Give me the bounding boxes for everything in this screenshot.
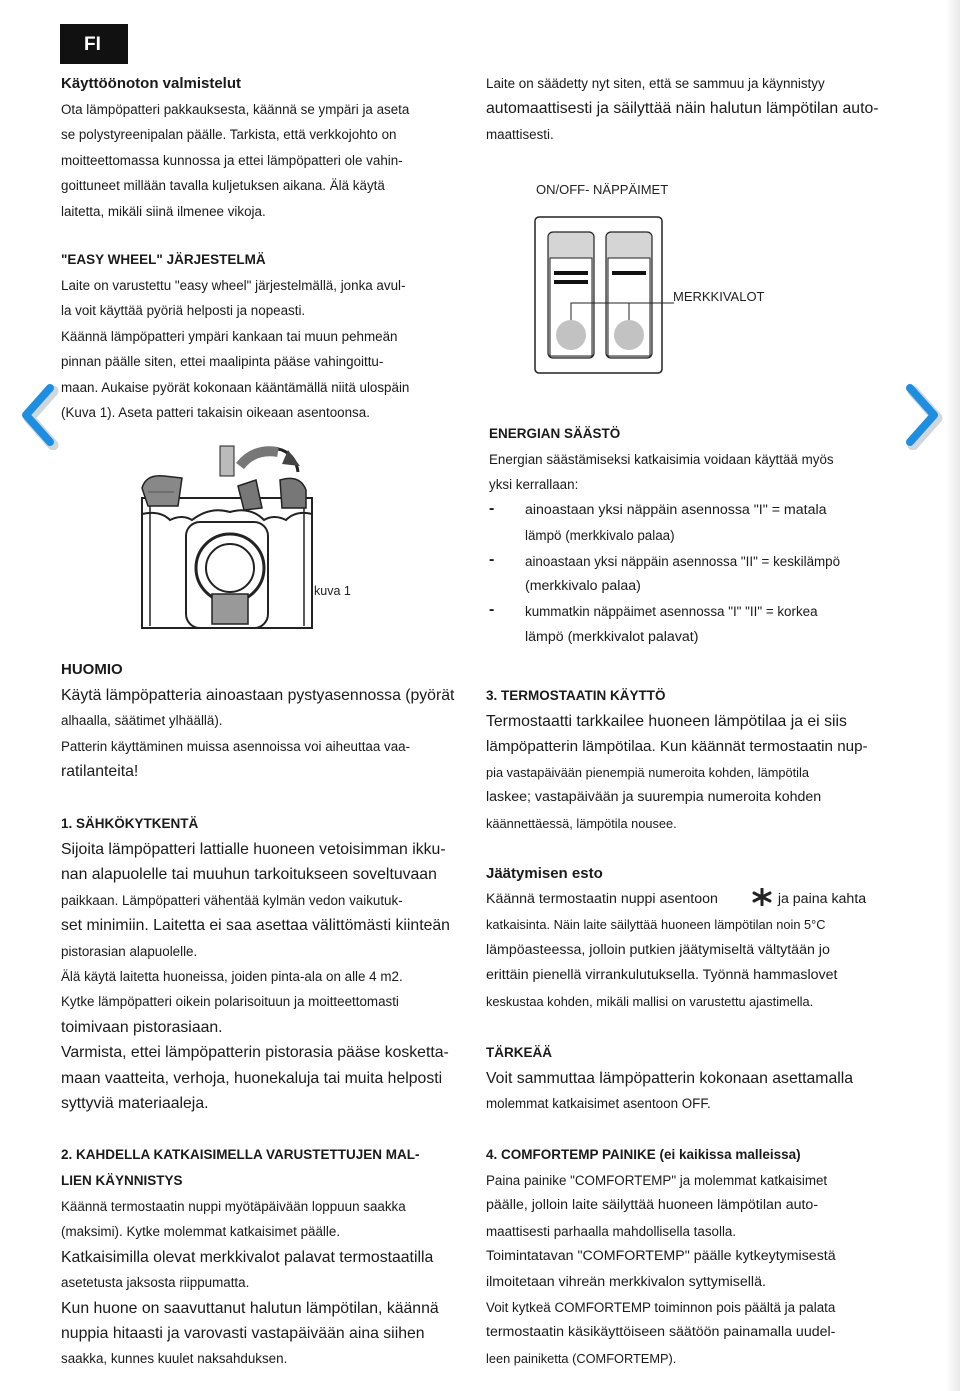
text-line: Sijoita lämpöpatteri lattialle huoneen vetoisimman ikku- (61, 841, 446, 858)
section-startup (61, 1142, 439, 1372)
on-off-switches-diagram (534, 216, 664, 376)
list-item (489, 549, 840, 600)
indicator-label: MERKKIVALOT (673, 289, 765, 304)
section-title: Käyttöönoton valmistelut (61, 75, 242, 92)
section-preparation (61, 71, 409, 224)
text-line: asetetusta jaksosta riippumatta. (61, 1275, 250, 1291)
text-line: ainoastaan yksi näppäin asennossa "I" = matala (525, 501, 827, 518)
text-line: pia vastapäivään pienempiä numeroita kohden, lämpötila (486, 764, 809, 780)
section-note (61, 657, 454, 785)
section-title: LIEN KÄYNNISTYS (61, 1173, 183, 1188)
text-line: toimivaan pistorasiaan. (61, 1018, 223, 1036)
text-line: käännettäessä, lämpötila nousee. (486, 815, 677, 831)
text-line: Voit kytkeä COMFORTEMP toiminnon pois päältä ja palata (486, 1300, 836, 1316)
text-line: ainoastaan yksi näppäin asennossa "II" = keskilämpö (525, 553, 841, 569)
text-line: termostaatin käsikäyttöiseen säätöön painamalla uudel- (486, 1324, 836, 1341)
text-line: Toimintatavan "COMFORTEMP" päälle kytkeytymisestä (486, 1248, 836, 1265)
text-line: Kun huone on saavuttanut halutun lämpötilan, käännä (61, 1299, 439, 1317)
text-line: Käännä lämpöpatteri ympäri kankaan tai muun pehmeän (61, 328, 398, 344)
chevron-left-icon[interactable] (12, 380, 62, 450)
text-line: alhaalla, säätimet ylhäällä). (61, 713, 223, 729)
text-line: paikkaan. Lämpöpatteri vähentää kylmän vedon vaikutuk- (61, 892, 403, 908)
section-title: TÄRKEÄÄ (486, 1045, 552, 1060)
text-line: (merkkivalo palaa) (525, 578, 641, 595)
easy-wheel-illustration (130, 436, 330, 632)
text-line: Varmista, ettei lämpöpatterin pistorasia pääse kosketta- (61, 1044, 449, 1062)
text-line: set minimiin. Laitetta ei saa asettaa välittömästi kiinteän (61, 917, 450, 935)
text-line: pistorasian alapuolelle. (61, 943, 198, 959)
text-line: ratilanteita! (61, 763, 139, 781)
figure-caption: kuva 1 (314, 584, 351, 598)
text-line: Voit sammuttaa lämpöpatterin kokonaan asettamalla (486, 1070, 854, 1087)
text-line: moitteettomassa kunnossa ja ettei lämpöpatteri ole vahin- (61, 152, 403, 168)
text-line: Patterin käyttäminen muissa asennoissa voi aiheuttaa vaa- (61, 738, 411, 754)
section-electrical (61, 811, 450, 1116)
snowflake-icon (750, 888, 774, 906)
text-line: Energian säästämiseksi katkaisimia voidaan käyttää myös (489, 452, 834, 467)
text-line: maattisesti parhaalla mahdollisella tasolla. (486, 1223, 737, 1239)
chevron-right-icon[interactable] (898, 380, 948, 450)
section-easy-wheel (61, 247, 409, 425)
switches-title: ON/OFF- NÄPPÄIMET (536, 182, 669, 197)
text-line: nan alapuolelle tai muuhun tarkoitukseen soveltuvaan (61, 866, 437, 884)
section-title: ENERGIAN SÄÄSTÖ (489, 426, 621, 441)
language-badge: FI (60, 24, 128, 64)
text-line: leen painiketta (COMFORTEMP). (486, 1350, 677, 1366)
section-title: Jäätymisen esto (486, 865, 603, 882)
text-line: kummatkin näppäimet asennossa "I" "II" = korkea (525, 604, 818, 620)
list-item (489, 498, 840, 549)
text-line: laskee; vastapäivään ja suurempia numeroita kohden (486, 789, 822, 806)
section-title: 2. KAHDELLA KATKAISIMELLA VARUSTETTUJEN MAL- (61, 1147, 420, 1162)
bullet-marker: - (489, 550, 495, 568)
text-line: Kytke lämpöpatteri oikein polarisoituun ja moitteettomasti (61, 994, 399, 1010)
text-line: maattisesti. (486, 126, 554, 142)
text-line: päälle, jolloin laite säilyttää huoneen lämpötilan auto- (486, 1197, 819, 1214)
text-line: lämpöpatterin lämpötilaa. Kun käännät termostaatin nup- (486, 738, 868, 756)
text-line: Katkaisimilla olevat merkkivalot palavat termostaatilla (61, 1248, 434, 1266)
text-line: Termostaatti tarkkailee huoneen lämpötilaa ja ei siis (486, 713, 847, 730)
text-line: pinnan päälle siten, ettei maalipinta pääse vahingoittu- (61, 354, 384, 370)
section-title: 3. TERMOSTAATIN KÄYTTÖ (486, 688, 666, 703)
text-line: Älä käytä laitetta huoneissa, joiden pinta-ala on alle 4 m2. (61, 969, 403, 985)
section-comfortemp (486, 1142, 836, 1371)
text-line: saakka, kunnes kuulet naksahduksen. (61, 1351, 288, 1367)
text-line: maan. Aukaise pyörät kokonaan kääntämällä niitä ulospäin (61, 379, 410, 395)
text-line: ilmoitetaan vihreän merkkivalon syttymisellä. (486, 1273, 766, 1290)
text-line: nuppia hitaasti ja varovasti vastapäivään aina siihen (61, 1325, 425, 1343)
text-line: automaattisesti ja säilyttää näin halutun lämpötilan auto- (486, 100, 879, 118)
text-line (486, 887, 866, 912)
text-line: (maksimi). Kytke molemmat katkaisimet päälle. (61, 1224, 341, 1240)
list-item (489, 599, 840, 650)
section-frost-protection (486, 861, 866, 1014)
text-line: keskustaa kohden, mikäli mallisi on varustettu ajastimella. (486, 993, 814, 1009)
text-line: (Kuva 1). Aseta patteri takaisin oikeaan asentoonsa. (61, 405, 370, 421)
section-title: 4. COMFORTEMP PAINIKE (ei kaikissa malleissa) (486, 1147, 801, 1162)
text-line: molemmat katkaisimet asentoon OFF. (486, 1096, 711, 1112)
section-thermostat (486, 683, 868, 836)
text-line: lämpöasteessa, jolloin putkien jäätymiseltä vältytään jo (486, 941, 830, 958)
section-title: HUOMIO (61, 661, 123, 678)
text-line: lämpö (merkkivalo palaa) (525, 528, 675, 544)
text-fragment: ja paina kahta (777, 891, 867, 907)
text-line: goittuneet millään tavalla kuljetuksen aikana. Älä käytä (61, 178, 385, 194)
text-line: la voit käyttää pyöriä helposti ja nopeasti. (61, 303, 306, 319)
text-line: Ota lämpöpatteri pakkauksesta, käännä se ympäri ja aseta (61, 102, 410, 117)
section-title: 1. SÄHKÖKYTKENTÄ (61, 816, 199, 831)
bullet-marker: - (489, 601, 495, 619)
text-line: laitetta, mikäli siinä ilmenee vikoja. (61, 203, 266, 219)
text-line: Käännä termostaatin nuppi myötäpäivään loppuun saakka (61, 1199, 406, 1214)
text-line: Laite on säädetty nyt siten, että se sammuu ja käynnistyy (486, 76, 825, 91)
text-line: Paina painike "COMFORTEMP" ja molemmat katkaisimet (486, 1173, 828, 1188)
text-line: se polystyreenipalan päälle. Tarkista, että verkkojohto on (61, 127, 397, 143)
text-line: maan vaatteita, verhoja, huonekaluja tai muita helposti (61, 1069, 443, 1087)
section-intro (486, 71, 879, 147)
section-important (486, 1040, 853, 1117)
text-line: erittäin pienellä virrankulutuksella. Työnnä hammaslovet (486, 967, 838, 984)
text-fragment: Käännä termostaatin nuppi asentoon (486, 891, 718, 907)
text-line: syttyviä materiaaleja. (61, 1095, 209, 1113)
text-line: katkaisinta. Näin laite säilyttää huoneen lämpötilan noin 5°C (486, 917, 826, 933)
text-line: yksi kerrallaan: (489, 477, 579, 493)
section-title: "EASY WHEEL" JÄRJESTELMÄ (61, 252, 266, 267)
bullet-marker: - (489, 499, 495, 517)
text-line: lämpö (merkkivalot palavat) (525, 628, 699, 645)
text-line: Laite on varustettu "easy wheel" järjestelmällä, jonka avul- (61, 278, 406, 293)
text-line: Käytä lämpöpatteria ainoastaan pystyasennossa (pyörät (61, 687, 455, 704)
page-edge-shadow (946, 0, 960, 1391)
section-energy-saving (489, 421, 840, 650)
